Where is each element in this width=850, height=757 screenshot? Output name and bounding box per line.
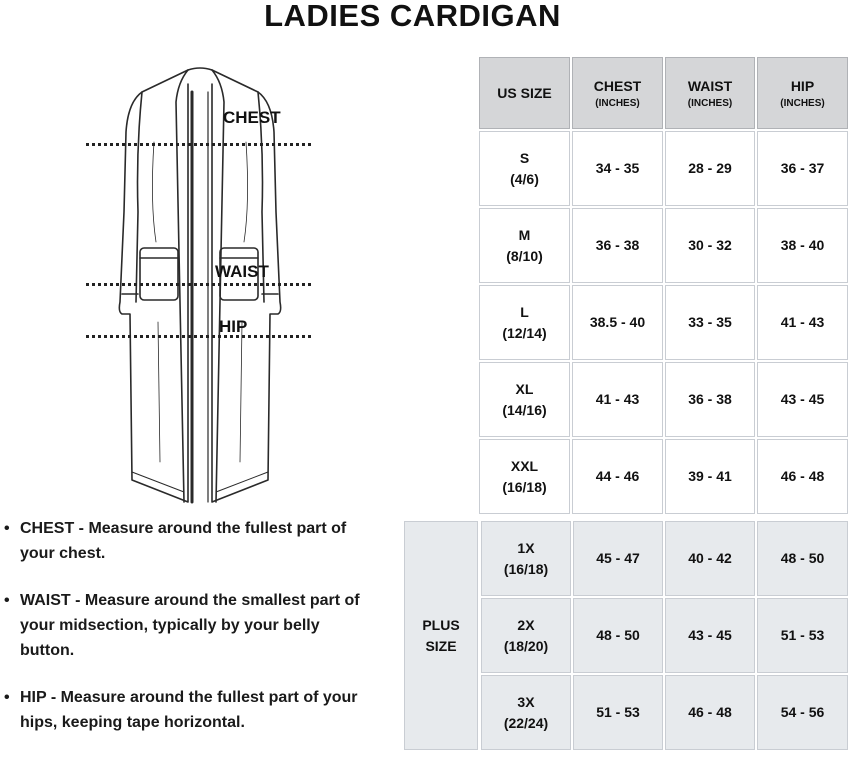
chest-cell: 51 - 53 <box>573 675 663 750</box>
note-hip: • HIP - Measure around the fullest part of your hips, keeping tape horizontal. <box>4 685 374 735</box>
chest-cell: 44 - 46 <box>572 439 663 514</box>
waist-cell: 28 - 29 <box>665 131 755 206</box>
header-waist: WAIST (INCHES) <box>665 57 755 129</box>
hip-cell: 48 - 50 <box>757 521 848 596</box>
page-title: LADIES CARDIGAN <box>264 0 561 33</box>
header-chest: CHEST (INCHES) <box>572 57 663 129</box>
chest-cell: 36 - 38 <box>572 208 663 283</box>
chest-cell: 41 - 43 <box>572 362 663 437</box>
waist-cell: 33 - 35 <box>665 285 755 360</box>
hip-cell: 41 - 43 <box>757 285 848 360</box>
header-hip: HIP (INCHES) <box>757 57 848 129</box>
size-cell: S (4/6) <box>479 131 570 206</box>
chest-cell: 45 - 47 <box>573 521 663 596</box>
chest-cell: 48 - 50 <box>573 598 663 673</box>
hip-label: HIP <box>219 317 248 336</box>
note-waist: • WAIST - Measure around the smallest part of your midsection, typically by your belly button. <box>4 588 374 663</box>
chest-measure-line <box>86 143 311 146</box>
hip-cell: 51 - 53 <box>757 598 848 673</box>
hip-measure-line <box>86 335 311 338</box>
size-cell: 2X (18/20) <box>481 598 571 673</box>
note-chest: • CHEST - Measure around the fullest part of your chest. <box>4 516 374 566</box>
header-us-size: US SIZE <box>479 57 570 129</box>
cardigan-illustration <box>80 62 320 512</box>
chest-label: CHEST <box>223 108 281 127</box>
waist-cell: 39 - 41 <box>665 439 755 514</box>
hip-cell: 46 - 48 <box>757 439 848 514</box>
waist-cell: 46 - 48 <box>665 675 755 750</box>
size-cell: 3X (22/24) <box>481 675 571 750</box>
size-cell: XXL (16/18) <box>479 439 570 514</box>
waist-measure-line <box>86 283 311 286</box>
hip-cell: 54 - 56 <box>757 675 848 750</box>
waist-cell: 36 - 38 <box>665 362 755 437</box>
size-cell: L (12/14) <box>479 285 570 360</box>
size-cell: XL (14/16) <box>479 362 570 437</box>
size-cell: 1X (16/18) <box>481 521 571 596</box>
chest-cell: 38.5 - 40 <box>572 285 663 360</box>
hip-cell: 38 - 40 <box>757 208 848 283</box>
chest-cell: 34 - 35 <box>572 131 663 206</box>
measurement-notes <box>4 516 374 757</box>
hip-cell: 43 - 45 <box>757 362 848 437</box>
waist-cell: 30 - 32 <box>665 208 755 283</box>
cardigan-icon <box>80 62 320 512</box>
size-cell: M (8/10) <box>479 208 570 283</box>
waist-cell: 40 - 42 <box>665 521 755 596</box>
plus-size-label: PLUS SIZE <box>404 521 478 750</box>
hip-cell: 36 - 37 <box>757 131 848 206</box>
waist-cell: 43 - 45 <box>665 598 755 673</box>
waist-label: WAIST <box>215 262 269 281</box>
